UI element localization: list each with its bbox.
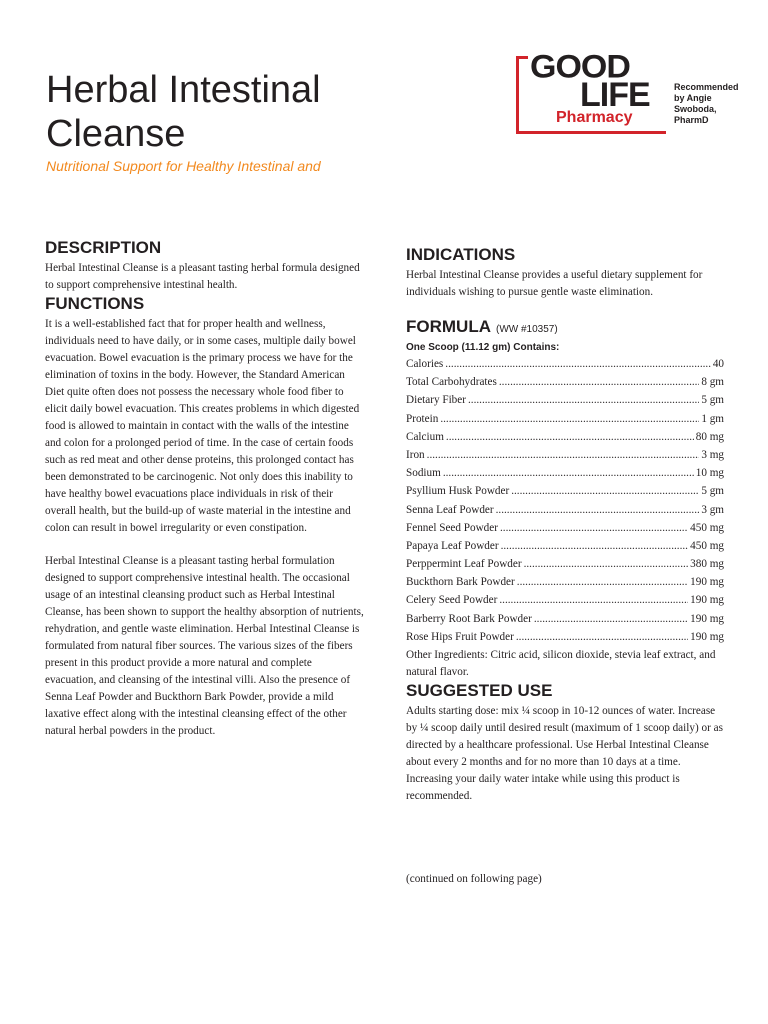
formula-ingredient-amount: 3 gm bbox=[701, 503, 724, 516]
dot-leader bbox=[446, 429, 694, 446]
logo-frame-left bbox=[516, 56, 519, 134]
formula-ingredient-name: Dietary Fiber bbox=[406, 394, 466, 407]
formula-list bbox=[406, 356, 724, 647]
formula-row bbox=[406, 356, 724, 374]
formula-ingredient-name: Protein bbox=[406, 412, 439, 425]
logo-pharmacy-text: Pharmacy bbox=[556, 109, 633, 126]
formula-row bbox=[406, 483, 724, 501]
formula-ingredient-amount: 380 mg bbox=[690, 558, 724, 571]
formula-ingredient-name: Papaya Leaf Powder bbox=[406, 539, 499, 552]
formula-ingredient-name: Buckthorn Bark Powder bbox=[406, 576, 515, 589]
indications-heading: INDICATIONS bbox=[406, 245, 516, 264]
formula-ww-number: (WW #10357) bbox=[495, 324, 558, 335]
formula-heading: FORMULA bbox=[406, 317, 491, 336]
formula-ingredient-name: Psyllium Husk Powder bbox=[406, 485, 510, 498]
formula-ingredient-amount: 1 gm bbox=[701, 412, 724, 425]
formula-ingredient-name: Celery Seed Powder bbox=[406, 594, 498, 607]
formula-ingredient-amount: 190 mg bbox=[690, 576, 724, 589]
dot-leader bbox=[534, 611, 688, 628]
formula-row bbox=[406, 502, 724, 520]
dot-leader bbox=[427, 447, 700, 464]
formula-row bbox=[406, 374, 724, 392]
formula-ingredient-name: Calories bbox=[406, 358, 444, 370]
dot-leader bbox=[524, 556, 689, 573]
formula-row bbox=[406, 556, 724, 574]
formula-ingredient-amount: 450 mg bbox=[690, 521, 724, 534]
dot-leader bbox=[468, 392, 699, 409]
formula-row bbox=[406, 447, 724, 465]
formula-ingredient-amount: 190 mg bbox=[690, 594, 724, 607]
formula-ingredient-amount: 10 mg bbox=[695, 467, 724, 480]
formula-ingredient-name: Barberry Root Bark Powder bbox=[406, 612, 532, 625]
formula-ingredient-amount: 190 mg bbox=[690, 630, 724, 643]
formula-ingredient-amount: 80 mg bbox=[695, 430, 724, 443]
formula-row bbox=[406, 465, 724, 483]
dot-leader bbox=[440, 411, 699, 428]
other-ingredients: Other Ingredients: Citric acid, silicon dioxide, stevia leaf extract, and natural flavor. bbox=[406, 649, 716, 678]
dot-leader bbox=[443, 465, 694, 482]
formula-ingredient-name: Sodium bbox=[406, 467, 441, 480]
logo-recommended-text: Recommended by Angie Swoboda, PharmD bbox=[674, 82, 739, 125]
formula-ingredient-name: Senna Leaf Powder bbox=[406, 503, 494, 516]
page-title: Herbal Intestinal Cleanse bbox=[46, 69, 321, 155]
formula-scoop-line: One Scoop (11.12 gm) Contains: bbox=[406, 342, 560, 353]
formula-ingredient-amount: 190 mg bbox=[690, 612, 724, 625]
formula-ingredient-name: Calcium bbox=[406, 430, 444, 443]
formula-row bbox=[406, 411, 724, 429]
formula-header bbox=[406, 317, 724, 338]
dot-leader bbox=[499, 374, 699, 391]
logo-life-text: LIFE bbox=[580, 76, 650, 114]
formula-ingredient-name: Fennel Seed Powder bbox=[406, 521, 498, 534]
indications-text: Herbal Intestinal Cleanse provides a useful dietary supplement for individuals wishing to pursue gentle waste elimination. bbox=[406, 269, 703, 298]
formula-ingredient-amount: 40 bbox=[712, 358, 724, 370]
description-text: Herbal Intestinal Cleanse is a pleasant tasting herbal formula designed to support comprehensive intestinal health. bbox=[45, 262, 360, 291]
functions-paragraph: Herbal Intestinal Cleanse is a pleasant tasting herbal formulation designed to support comprehensive intestinal health. The occasional usage of an intestinal cleansing product such as Herbal Intestinal Cleanse, has been shown to support the healthy absorption of nutrients, rehydration, and gentle waste elimination. Herbal Intestinal Cleanse is formulated from natural fiber sources. The various sizes of the fibers present in this product provide a more natural and complete evacuation, and cleansing of the intestinal villi. Also the presence of Senna Leaf Powder and Buckthorn Bark Powder, provide a mild laxative effect along with the intestinal cleansing effect of the other natural herbal powders in the product. bbox=[45, 555, 364, 737]
formula-row bbox=[406, 392, 724, 410]
formula-row bbox=[406, 429, 724, 447]
dot-leader bbox=[501, 538, 689, 555]
formula-row bbox=[406, 538, 724, 556]
formula-ingredient-amount: 450 mg bbox=[690, 539, 724, 552]
formula-ingredient-amount: 5 gm bbox=[701, 485, 724, 498]
good-life-pharmacy-logo bbox=[516, 48, 741, 144]
logo-frame-bottom bbox=[516, 131, 666, 134]
logo-good-text: GOOD bbox=[530, 48, 630, 86]
dot-leader bbox=[500, 520, 688, 537]
suggested-use-text: Adults starting dose: mix ¼ scoop in 10-12 ounces of water. Increase by ¼ scoop daily until desired result (maximum of 1 scoop daily) or as directed by a healthcare professional. Use Herbal Intestinal Cleanse about every 2 months and for no more than 10 days at a time. Increasing your daily water intake while using this product is recommended. bbox=[406, 705, 723, 802]
dot-leader bbox=[496, 502, 700, 519]
formula-row bbox=[406, 520, 724, 538]
formula-ingredient-amount: 5 gm bbox=[701, 394, 724, 407]
dot-leader bbox=[511, 483, 699, 500]
formula-ingredient-amount: 3 mg bbox=[701, 448, 724, 461]
right-column bbox=[406, 245, 724, 805]
dot-leader bbox=[445, 356, 711, 373]
formula-row bbox=[406, 592, 724, 610]
formula-row bbox=[406, 611, 724, 629]
dot-leader bbox=[516, 629, 688, 646]
page-subtitle: Nutritional Support for Healthy Intestinal and bbox=[46, 158, 321, 174]
formula-ingredient-amount: 8 gm bbox=[701, 376, 724, 389]
formula-ingredient-name: Perppermint Leaf Powder bbox=[406, 558, 522, 571]
description-heading: DESCRIPTION bbox=[45, 238, 162, 257]
left-column bbox=[45, 238, 365, 740]
suggested-use-heading: SUGGESTED USE bbox=[406, 681, 553, 700]
formula-ingredient-name: Rose Hips Fruit Powder bbox=[406, 630, 514, 643]
formula-row bbox=[406, 629, 724, 647]
continued-note: (continued on following page) bbox=[406, 873, 542, 885]
dot-leader bbox=[499, 592, 688, 609]
formula-ingredient-name: Iron bbox=[406, 448, 425, 461]
dot-leader bbox=[517, 574, 688, 591]
functions-paragraph: It is a well-established fact that for proper health and wellness, individuals need to have daily, or in some cases, multiple daily bowel evacuation. Bowel evacuation is the primary process we have for the elimination of toxins in the body. However, the Standard American Diet quite often does not possess the necessary whole food fiber to elicit daily bowel evacuation. This creates problems in which digested food is allowed to maintain in contact with the walls of the intestine and colon for a prolonged period of time. In the case of certain foods such as red meat and other dense proteins, this prolonged contact has been demonstrated to be carcinogenic. Not only does this inability to have healthy bowel evacuations place individuals in risk of their overall health, but the build-up of waste material in the intestine and colon can result in bowel irregularity or even constipation. bbox=[45, 318, 360, 534]
formula-row bbox=[406, 574, 724, 592]
functions-heading: FUNCTIONS bbox=[45, 294, 145, 313]
formula-ingredient-name: Total Carbohydrates bbox=[406, 376, 497, 389]
